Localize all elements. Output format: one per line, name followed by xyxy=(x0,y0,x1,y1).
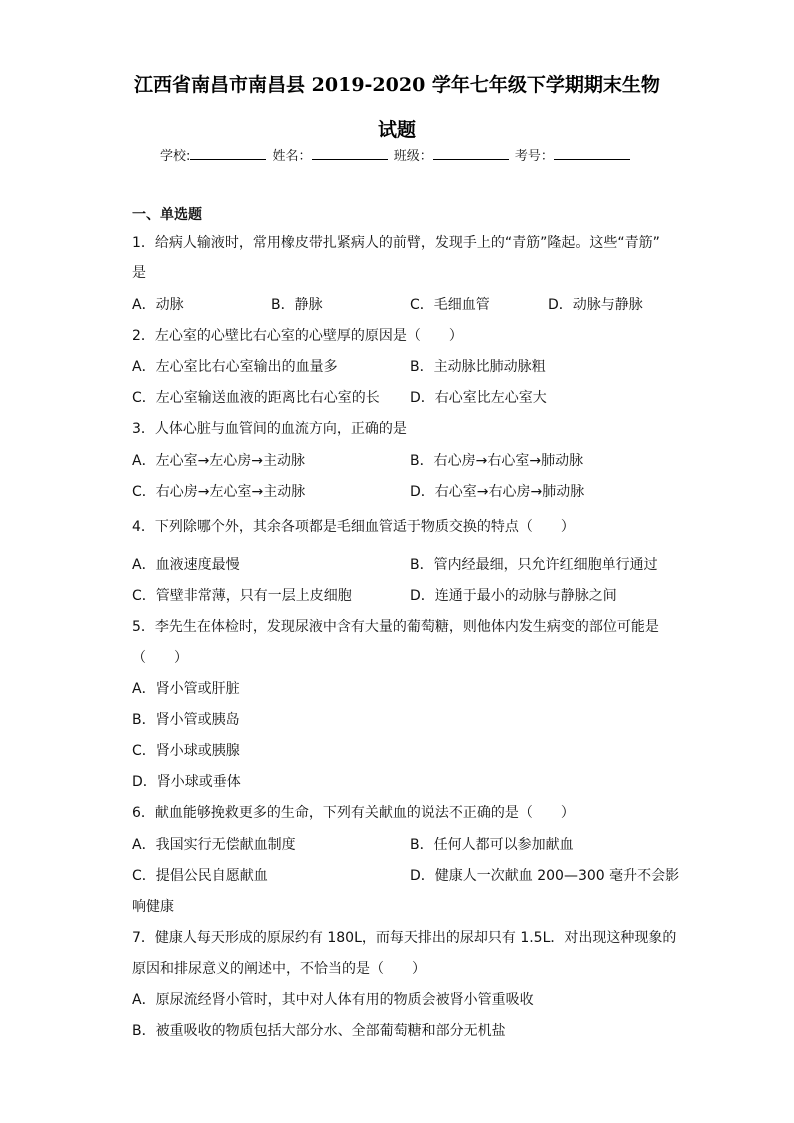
question-5-stem: 5．李先生在体检时，发现尿液中含有大量的葡萄糖，则他体内发生病变的部位可能是 xyxy=(132,619,659,635)
name-field[interactable] xyxy=(273,145,388,164)
question-6-option-d-cont: 响健康 xyxy=(132,899,174,915)
class-blank[interactable] xyxy=(433,147,509,160)
question-1-stem: 1．给病人输液时，常用橡皮带扎紧病人的前臂，发现手上的“青筋”隆起。这些“青筋” xyxy=(132,235,660,251)
question-6-option-b[interactable]: B．任何人都可以参加献血 xyxy=(410,837,574,853)
question-3-option-b[interactable]: B．右心房→右心室→肺动脉 xyxy=(410,453,584,469)
document-title-line2: 试题 xyxy=(377,119,416,141)
student-info-row xyxy=(160,145,632,164)
question-2-option-a[interactable]: A．左心室比右心室输出的血量多 xyxy=(132,359,338,375)
question-1-option-c[interactable]: C．毛细血管 xyxy=(410,297,490,313)
question-3-option-a[interactable]: A．左心室→左心房→主动脉 xyxy=(132,453,306,469)
question-5-option-a[interactable]: A．肾小管或肝脏 xyxy=(132,681,240,697)
question-4-option-c[interactable]: C．管壁非常薄，只有一层上皮细胞 xyxy=(132,588,352,604)
question-2-option-b[interactable]: B．主动脉比肺动脉粗 xyxy=(410,359,546,375)
question-2-option-c[interactable]: C．左心室输送血液的距离比右心室的长 xyxy=(132,390,380,406)
document-title-line1: 江西省南昌市南昌县 2019-2020 学年七年级下学期期末生物 xyxy=(134,74,660,96)
exam-number-field[interactable] xyxy=(515,145,630,164)
question-6-option-a[interactable]: A．我国实行无偿献血制度 xyxy=(132,837,296,853)
question-4-option-d[interactable]: D．连通于最小的动脉与静脉之间 xyxy=(410,588,617,604)
section-title: 一、单选题 xyxy=(132,207,202,223)
question-7-stem-cont: 原因和排尿意义的阐述中，不恰当的是（ ） xyxy=(132,961,426,977)
school-blank[interactable] xyxy=(190,147,266,160)
question-1-option-a[interactable]: A．动脉 xyxy=(132,297,184,313)
question-4-option-b[interactable]: B．管内经最细，只允许红细胞单行通过 xyxy=(410,557,658,573)
class-label: 班级： xyxy=(393,149,433,164)
question-5-stem-cont: （ ） xyxy=(132,650,188,666)
question-3-stem: 3．人体心脏与血管间的血流方向，正确的是 xyxy=(132,421,407,437)
exam-number-label: 考号： xyxy=(514,149,554,164)
question-1-option-b[interactable]: B．静脉 xyxy=(271,297,323,313)
question-1-option-d[interactable]: D．动脉与静脉 xyxy=(548,297,643,313)
question-1-stem-cont: 是 xyxy=(132,265,146,281)
question-6-stem: 6．献血能够挽救更多的生命，下列有关献血的说法不正确的是（ ） xyxy=(132,805,575,821)
question-3-option-d[interactable]: D．右心室→右心房→肺动脉 xyxy=(410,484,585,500)
question-5-option-d[interactable]: D．肾小球或垂体 xyxy=(132,774,241,790)
school-field[interactable] xyxy=(160,145,266,164)
class-field[interactable] xyxy=(394,145,509,164)
question-6-option-d[interactable]: D．健康人一次献血 200—300 毫升不会影 xyxy=(410,868,680,884)
question-5-option-c[interactable]: C．肾小球或胰腺 xyxy=(132,743,240,759)
question-7-option-b[interactable]: B．被重吸收的物质包括大部分水、全部葡萄糖和部分无机盐 xyxy=(132,1023,506,1039)
question-3-option-c[interactable]: C．右心房→左心室→主动脉 xyxy=(132,484,306,500)
question-7-stem: 7．健康人每天形成的原尿约有 180L，而每天排出的尿却只有 1.5L．对出现这种现象的 xyxy=(132,930,677,946)
question-4-option-a[interactable]: A．血液速度最慢 xyxy=(132,557,240,573)
exam-number-blank[interactable] xyxy=(554,147,630,160)
name-blank[interactable] xyxy=(312,147,388,160)
school-label: 学校: xyxy=(160,149,191,164)
question-5-option-b[interactable]: B．肾小管或胰岛 xyxy=(132,712,240,728)
question-2-option-d[interactable]: D．右心室比左心室大 xyxy=(410,390,547,406)
question-4-stem: 4．下列除哪个外，其余各项都是毛细血管适于物质交换的特点（ ） xyxy=(132,519,575,535)
question-6-option-c[interactable]: C．提倡公民自愿献血 xyxy=(132,868,268,884)
question-2-stem: 2．左心室的心壁比右心室的心壁厚的原因是（ ） xyxy=(132,328,463,344)
question-7-option-a[interactable]: A．原尿流经肾小管时，其中对人体有用的物质会被肾小管重吸收 xyxy=(132,992,534,1008)
name-label: 姓名： xyxy=(272,149,312,164)
